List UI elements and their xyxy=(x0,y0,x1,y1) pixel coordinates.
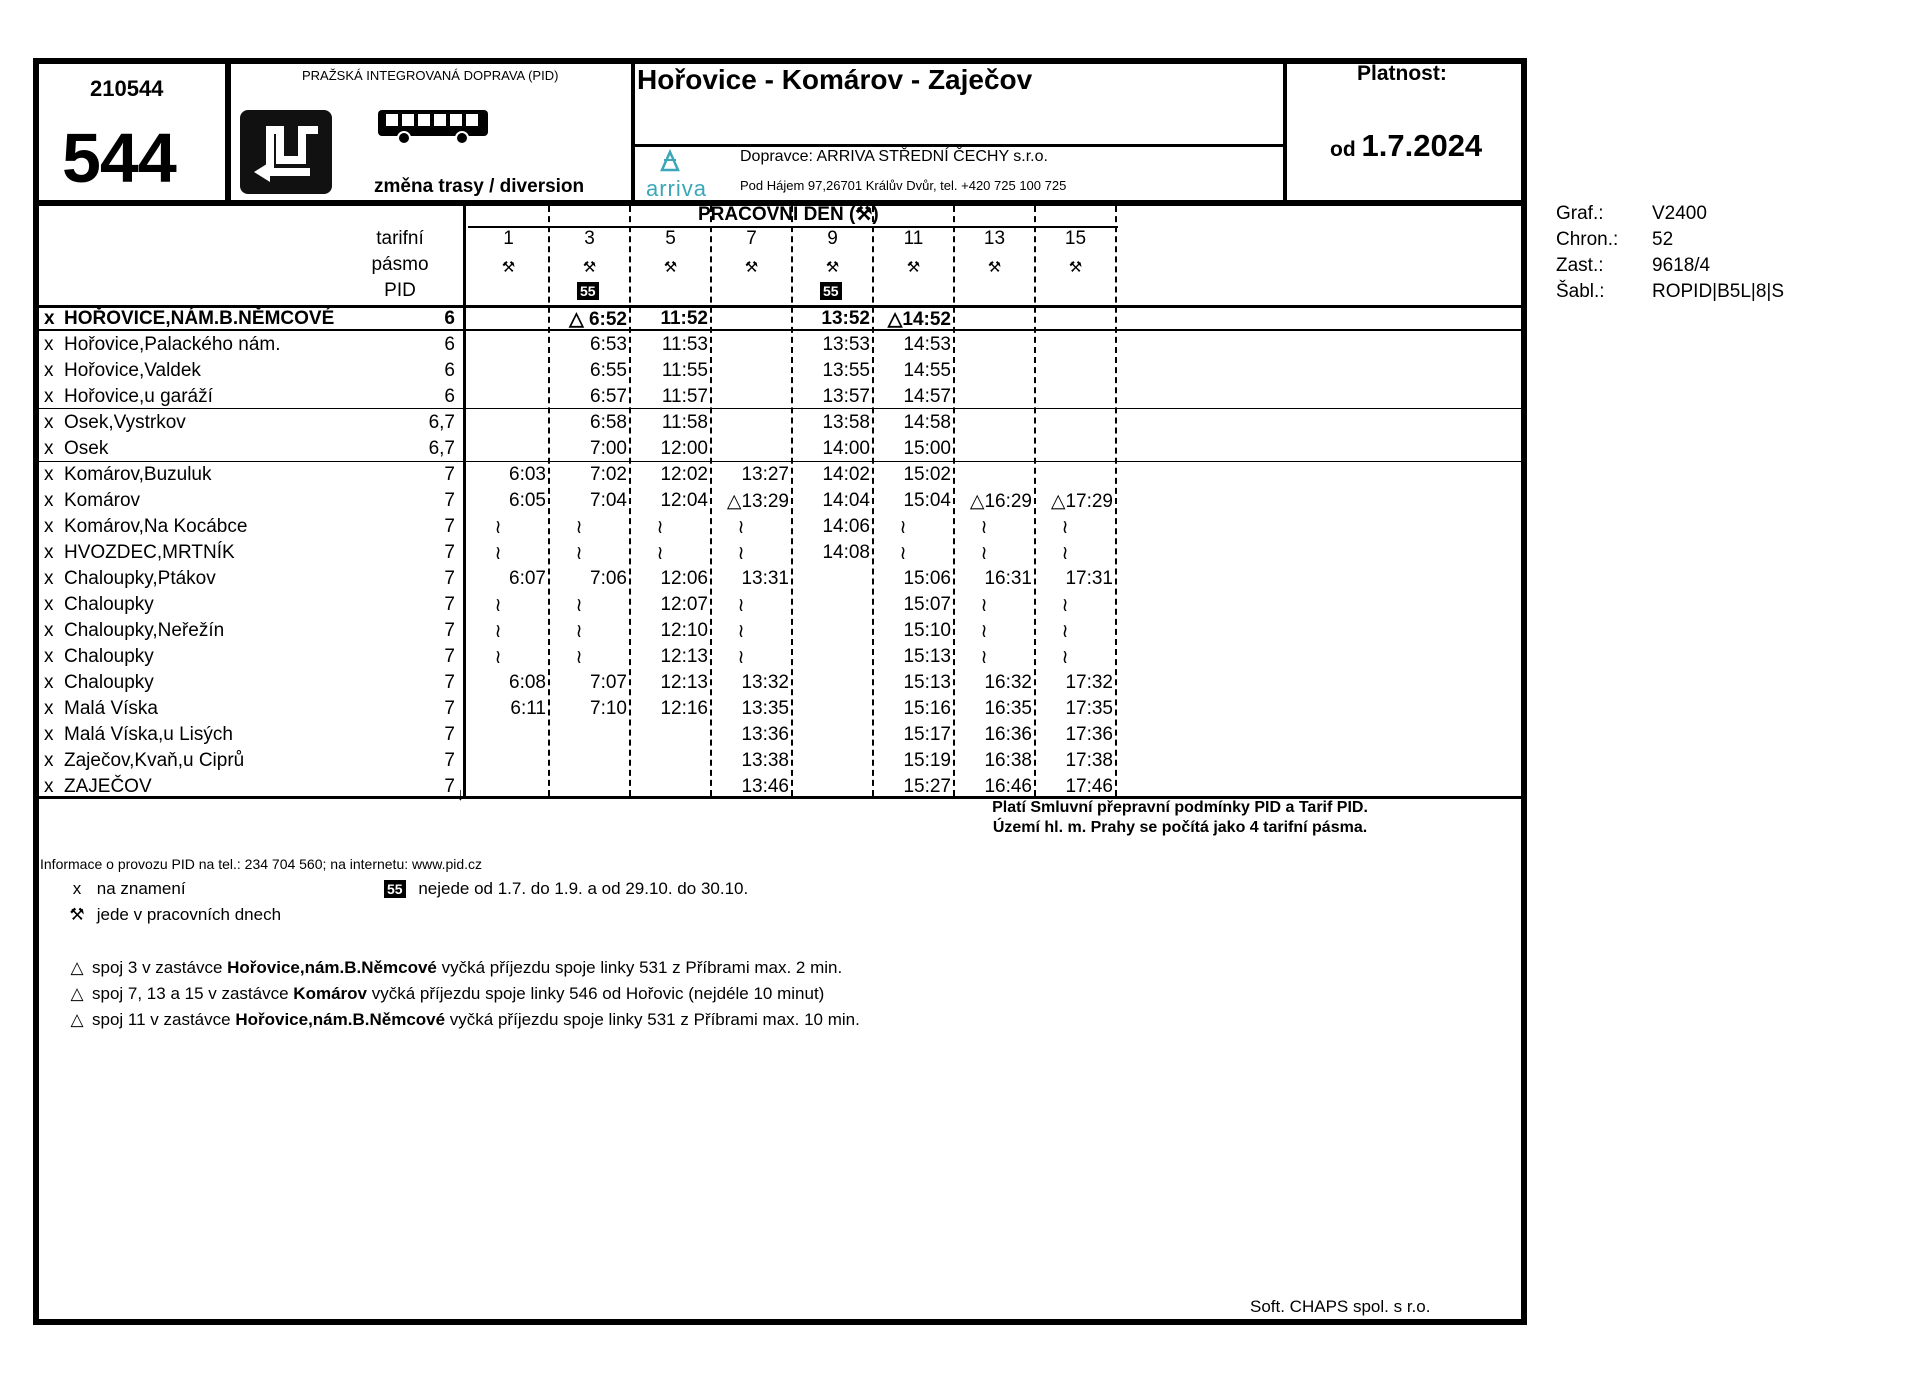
request-stop-flag: x xyxy=(44,724,54,745)
workday-icon: ⚒ xyxy=(825,259,840,276)
tariff-zone: 7 xyxy=(444,750,455,771)
stop-label: Malá Víska xyxy=(64,698,158,719)
stop-name xyxy=(44,490,140,512)
tariff-zone: 7 xyxy=(444,464,455,485)
departure-time: 7:06 xyxy=(590,568,627,589)
request-stop-flag: x xyxy=(44,698,54,719)
request-stop-flag: x xyxy=(44,750,54,771)
departure-time: 16:46 xyxy=(984,776,1032,797)
stop-label: ZAJEČOV xyxy=(64,776,152,797)
workday-icon: ⚒ xyxy=(1068,259,1083,276)
departure-time: ≀ xyxy=(899,543,907,564)
meta-value: ROPID|B5L|8|S xyxy=(1652,281,1785,302)
stop-name xyxy=(44,438,108,460)
footnote-stop: Hořovice,nám.B.Němcové xyxy=(235,1010,446,1029)
workday-icon: ⚒ xyxy=(501,259,516,276)
tariff-zone: 6,7 xyxy=(428,412,455,433)
stop-name xyxy=(44,750,244,772)
departure-time: 14:08 xyxy=(822,542,870,563)
request-stop-flag: x xyxy=(44,386,54,407)
stop-label: Chaloupky,Ptákov xyxy=(64,568,216,589)
meta-row xyxy=(1556,279,1784,305)
departure-time: 6:58 xyxy=(590,412,627,433)
departure-time: 11:53 xyxy=(661,334,708,355)
departure-time: ≀ xyxy=(494,517,502,538)
stop-name xyxy=(44,412,186,434)
meta-row xyxy=(1556,227,1784,253)
departure-time: 16:31 xyxy=(984,568,1032,589)
trip-number: 9 xyxy=(827,228,838,249)
departure-time: 7:07 xyxy=(590,672,627,693)
group-divider-2 xyxy=(39,461,1521,462)
request-stop-flag: x xyxy=(44,334,54,355)
departure-time: △ 6:52 xyxy=(569,309,627,330)
badge-55: 55 xyxy=(384,880,406,898)
meta-row xyxy=(1556,253,1784,279)
tariff-zone: 6 xyxy=(444,308,455,329)
departure-time: 12:16 xyxy=(660,698,708,719)
footnote-text-pre: spoj 3 v zastávce xyxy=(92,958,228,977)
workday-icon: ⚒ xyxy=(744,259,759,276)
departure-time: 12:00 xyxy=(660,438,708,459)
conditions-line-2: Území hl. m. Prahy se počítá jako 4 tarifní pásma. xyxy=(992,819,1368,836)
header-separator-2 xyxy=(631,58,635,204)
triangle-icon: △ xyxy=(70,1010,84,1029)
trip-column-line xyxy=(1115,206,1117,796)
stop-label: Chaloupky xyxy=(64,672,154,693)
stop-name xyxy=(44,620,224,642)
carrier-name: Dopravce: ARRIVA STŘEDNÍ ČECHY s.r.o. xyxy=(740,148,1048,165)
workday-icon: ⚒ xyxy=(582,259,597,276)
departure-time: ≀ xyxy=(575,647,583,668)
departure-time: ≀ xyxy=(1061,595,1069,616)
departure-time: 13:55 xyxy=(822,360,870,381)
trip-number: 11 xyxy=(903,228,924,249)
request-stop-flag: x xyxy=(44,490,54,511)
zone-header-1: tarifní xyxy=(376,228,424,249)
departure-time: ≀ xyxy=(575,595,583,616)
meta-key: Zast.: xyxy=(1556,255,1604,276)
tariff-zone: 7 xyxy=(444,646,455,667)
info-line: Informace o provozu PID na tel.: 234 704 560; na internetu: www.pid.cz xyxy=(40,856,483,872)
stop-name xyxy=(44,698,158,720)
departure-time: 13:58 xyxy=(822,412,870,433)
diversion-label: změna trasy / diversion xyxy=(374,176,585,197)
departure-time: ≀ xyxy=(1061,517,1069,538)
stop-label: Chaloupky,Neřežín xyxy=(64,620,225,641)
departure-time: 15:00 xyxy=(903,438,951,459)
stop-name xyxy=(44,334,281,356)
stop-label: Chaloupky xyxy=(64,594,154,615)
stop-label: Komárov,Na Kocábce xyxy=(64,516,248,537)
departure-time: 6:07 xyxy=(509,568,546,589)
departure-time: 17:35 xyxy=(1065,698,1113,719)
tariff-zone: 7 xyxy=(444,490,455,511)
legend-55 xyxy=(384,879,748,899)
footnote xyxy=(62,984,824,1004)
trip-number: 13 xyxy=(983,228,1006,249)
legend-workday xyxy=(62,905,281,925)
request-stop-flag: x xyxy=(44,568,54,589)
departure-time: 11:52 xyxy=(660,308,708,329)
departure-time: ≀ xyxy=(980,621,988,642)
stop-label: Hořovice,Palackého nám. xyxy=(64,334,281,355)
departure-time: 14:02 xyxy=(822,464,870,485)
departure-time: △14:52 xyxy=(887,309,951,330)
departure-time: △17:29 xyxy=(1050,491,1113,512)
stop-label: Malá Víska,u Lisých xyxy=(64,724,233,745)
stop-name xyxy=(44,386,213,408)
departure-time: 13:27 xyxy=(741,464,789,485)
departure-time: ≀ xyxy=(737,517,745,538)
departure-time: ≀ xyxy=(1061,647,1069,668)
departure-time: 6:55 xyxy=(590,360,627,381)
request-stop-flag: x xyxy=(44,594,54,615)
departure-time: ≀ xyxy=(737,647,745,668)
departure-time: ≀ xyxy=(737,621,745,642)
stop-name xyxy=(44,568,216,590)
departure-time: ≀ xyxy=(575,517,583,538)
departure-time: △16:29 xyxy=(969,491,1032,512)
departure-time: ≀ xyxy=(737,543,745,564)
trip-restriction xyxy=(577,282,599,301)
departure-time: ≀ xyxy=(1061,543,1069,564)
bus-icon xyxy=(376,104,492,151)
departure-time: 12:10 xyxy=(660,620,708,641)
tariff-zone: 7 xyxy=(444,516,455,537)
meta-value: 52 xyxy=(1652,229,1674,250)
tariff-zone: 7 xyxy=(444,620,455,641)
request-stop-flag: x xyxy=(44,516,54,537)
departure-time: ≀ xyxy=(656,543,664,564)
validity xyxy=(1330,128,1482,164)
tariff-zone: 7 xyxy=(444,776,455,797)
meta-row xyxy=(1556,201,1784,227)
departure-time: 14:57 xyxy=(903,386,951,407)
stop-name xyxy=(44,672,154,694)
trip-restriction xyxy=(820,282,842,301)
departure-time: ≀ xyxy=(980,595,988,616)
departure-time: ≀ xyxy=(980,517,988,538)
stop-label: Komárov xyxy=(64,490,141,511)
footnote-text-pre: spoj 7, 13 a 15 v zastávce xyxy=(92,984,294,1003)
departure-time: 14:06 xyxy=(822,516,870,537)
request-stop-flag: x xyxy=(44,464,54,485)
request-stop-flag: x xyxy=(44,542,54,563)
trip-number: 7 xyxy=(746,228,757,249)
request-stop-flag: x xyxy=(44,412,54,433)
departure-time: 14:55 xyxy=(903,360,951,381)
legend-x-text: na znamení xyxy=(96,879,186,898)
stop-name xyxy=(44,646,154,668)
departure-time: 15:13 xyxy=(903,672,951,693)
departure-time: 17:46 xyxy=(1065,776,1113,797)
meta-value: 9618/4 xyxy=(1652,255,1711,276)
triangle-icon: △ xyxy=(70,984,84,1003)
stop-label: Chaloupky xyxy=(64,646,154,667)
validity-date: 1.7.2024 xyxy=(1361,128,1483,163)
terminus-arrow-icon: ↓ xyxy=(456,784,465,804)
stop-name xyxy=(44,516,247,538)
departure-time: 17:36 xyxy=(1065,724,1113,745)
departure-time: 6:53 xyxy=(590,334,627,355)
departure-time: ≀ xyxy=(494,595,502,616)
request-stop-flag: x xyxy=(44,308,55,329)
stop-label: Osek xyxy=(64,438,109,459)
workday-icon: ⚒ xyxy=(906,259,921,276)
stop-name xyxy=(44,464,212,486)
departure-time: 15:02 xyxy=(903,464,951,485)
departure-time: ≀ xyxy=(899,517,907,538)
meta-key: Graf.: xyxy=(1556,203,1604,224)
route-carrier-divider xyxy=(631,144,1285,147)
validity-prefix: od xyxy=(1330,138,1356,161)
stop-label: Hořovice,Valdek xyxy=(64,360,201,381)
departure-time: 6:11 xyxy=(510,698,546,719)
stop-name xyxy=(44,542,235,564)
badge-55: 55 xyxy=(820,282,842,300)
arriva-logo-text: arriva xyxy=(646,176,708,201)
badge-55: 55 xyxy=(577,282,599,300)
departure-time: 14:58 xyxy=(903,412,951,433)
request-stop-flag: x xyxy=(44,646,54,667)
departure-time: 11:58 xyxy=(661,412,708,433)
zone-header-2: pásmo xyxy=(371,254,429,275)
tariff-zone: 6 xyxy=(444,360,455,381)
departure-time: ≀ xyxy=(494,543,502,564)
departure-time: 11:55 xyxy=(661,360,708,381)
departure-time: 13:52 xyxy=(821,308,870,329)
request-stop-flag: x xyxy=(44,438,54,459)
footnote-text-post: vyčká příjezdu spoje linky 546 od Hořovic (nejdéle 10 minut) xyxy=(366,984,825,1003)
meta-value: V2400 xyxy=(1652,203,1707,224)
meta-key: Chron.: xyxy=(1556,229,1619,250)
departure-time: ≀ xyxy=(494,621,502,642)
conditions-line-1: Platí Smluvní přepravní podmínky PID a Tarif PID. xyxy=(992,799,1368,816)
stop-label: Hořovice,u garáží xyxy=(64,386,213,407)
departure-time: 15:17 xyxy=(903,724,951,745)
departure-time: 13:32 xyxy=(741,672,789,693)
departure-time: 15:27 xyxy=(903,776,951,797)
request-stop-flag: x xyxy=(44,620,54,641)
stop-name xyxy=(44,776,152,798)
stop-name xyxy=(44,308,334,330)
footnote xyxy=(62,1010,860,1030)
departure-time: 13:53 xyxy=(822,334,870,355)
validity-label: Platnost: xyxy=(1357,62,1447,85)
departure-time: 17:32 xyxy=(1065,672,1113,693)
pid-system-label: PRAŽSKÁ INTEGROVANÁ DOPRAVA (PID) xyxy=(302,68,559,83)
footnote-stop: Hořovice,nám.B.Němcové xyxy=(227,958,437,977)
tariff-zone: 7 xyxy=(444,542,455,563)
legend-workday-text: jede v pracovních dnech xyxy=(96,905,282,924)
tariff-zone: 7 xyxy=(444,594,455,615)
trip-number: 15 xyxy=(1064,228,1087,249)
departure-time: 12:04 xyxy=(660,490,708,511)
departure-time: 7:00 xyxy=(590,438,627,459)
departure-time: 14:00 xyxy=(822,438,870,459)
tariff-zone: 6 xyxy=(444,386,455,407)
trip-number: 5 xyxy=(665,228,676,249)
tariff-zone: 6,7 xyxy=(428,438,455,459)
footnote xyxy=(62,958,842,978)
departure-time: 17:38 xyxy=(1065,750,1113,771)
line-id: 210544 xyxy=(90,76,164,101)
stop-name xyxy=(44,360,201,382)
departure-time: ≀ xyxy=(575,543,583,564)
departure-time: 16:38 xyxy=(984,750,1032,771)
departure-time: 15:16 xyxy=(903,698,951,719)
departure-time: 13:35 xyxy=(741,698,789,719)
request-stop-flag: x xyxy=(44,776,54,797)
software-credit: Soft. CHAPS spol. s r.o. xyxy=(1250,1297,1431,1316)
departure-time: 7:02 xyxy=(590,464,627,485)
workday-icon: ⚒ xyxy=(987,259,1002,276)
tariff-zone: 7 xyxy=(444,698,455,719)
tariff-zone: 7 xyxy=(444,672,455,693)
departure-time: 15:06 xyxy=(903,568,951,589)
departure-time: 17:31 xyxy=(1065,568,1113,589)
departure-time: 12:13 xyxy=(660,646,708,667)
footnote-text-post: vyčká příjezdu spoje linky 531 z Příbrami max. 10 min. xyxy=(445,1010,860,1029)
departure-time: 6:08 xyxy=(509,672,546,693)
departure-time: 6:05 xyxy=(509,490,546,511)
route-title: Hořovice - Komárov - Zaječov xyxy=(637,64,1033,95)
departure-time: 12:02 xyxy=(660,464,708,485)
arriva-logo xyxy=(640,148,708,201)
stop-label: Komárov,Buzuluk xyxy=(64,464,212,485)
line-number: 544 xyxy=(62,119,176,197)
departure-time: ≀ xyxy=(980,647,988,668)
stop-column-divider xyxy=(463,204,466,796)
departure-time: 16:35 xyxy=(984,698,1032,719)
departure-time: 15:07 xyxy=(903,594,951,615)
departure-time: 14:04 xyxy=(822,490,870,511)
request-stop-flag: x xyxy=(44,360,54,381)
legend-55-text: nejede od 1.7. do 1.9. a od 29.10. do 30.10. xyxy=(418,879,749,898)
departure-time: 7:10 xyxy=(590,698,627,719)
departure-time: 15:19 xyxy=(903,750,951,771)
departure-time: ≀ xyxy=(575,621,583,642)
departure-time: 14:53 xyxy=(903,334,951,355)
stop-label: Osek,Vystrkov xyxy=(64,412,186,433)
legend-x xyxy=(62,879,186,899)
carrier-address: Pod Hájem 97,26701 Králův Dvůr, tel. +420 725 100 725 xyxy=(740,178,1067,193)
departure-time: ≀ xyxy=(656,517,664,538)
stop-label: Zaječov,Kvaň,u Ciprů xyxy=(64,750,245,771)
triangle-icon: △ xyxy=(70,958,84,977)
stop-label: HOŘOVICE,NÁM.B.NĚMCOVÉ xyxy=(64,308,335,329)
departure-time: 13:46 xyxy=(741,776,789,797)
departure-time: 6:03 xyxy=(509,464,546,485)
departure-time: △13:29 xyxy=(726,491,789,512)
meta-info xyxy=(1556,201,1784,305)
stop-name xyxy=(44,724,233,746)
departure-time: 15:04 xyxy=(903,490,951,511)
group-divider-1 xyxy=(39,408,1521,409)
legend-x-symbol: x xyxy=(72,879,82,898)
departure-time: 13:38 xyxy=(741,750,789,771)
header-separator-1 xyxy=(225,58,231,204)
request-stop-flag: x xyxy=(44,672,54,693)
departure-time: ≀ xyxy=(1061,621,1069,642)
diversion-icon xyxy=(240,110,332,194)
departure-time: 13:36 xyxy=(741,724,789,745)
departure-time: 13:31 xyxy=(741,568,789,589)
departure-time: 12:06 xyxy=(660,568,708,589)
departure-time: 16:32 xyxy=(984,672,1032,693)
departure-time: 16:36 xyxy=(984,724,1032,745)
tariff-zone: 7 xyxy=(444,568,455,589)
header-separator-3 xyxy=(1283,58,1287,204)
footnote-text-pre: spoj 11 v zastávce xyxy=(92,1010,236,1029)
departure-time: 13:57 xyxy=(822,386,870,407)
departure-time: ≀ xyxy=(980,543,988,564)
departure-time: 7:04 xyxy=(590,490,627,511)
meta-key: Šabl.: xyxy=(1556,281,1605,302)
conditions-note xyxy=(760,798,1600,838)
trip-number: 3 xyxy=(584,228,595,249)
tariff-zone: 6 xyxy=(444,334,455,355)
departure-time: 15:13 xyxy=(903,646,951,667)
workday-icon: ⚒ xyxy=(663,259,678,276)
footnote-stop: Komárov xyxy=(293,984,367,1003)
day-header: PRACOVNÍ DEN (⚒) xyxy=(698,204,879,225)
footnote-text-post: vyčká příjezdu spoje linky 531 z Příbrami max. 2 min. xyxy=(436,958,843,977)
departure-time: 11:57 xyxy=(661,386,708,407)
tariff-zone: 7 xyxy=(444,724,455,745)
trip-number: 1 xyxy=(503,228,514,249)
departure-time: ≀ xyxy=(494,647,502,668)
zone-header-3: PID xyxy=(384,280,416,301)
stop-label: HVOZDEC,MRTNÍK xyxy=(64,542,235,563)
departure-time: ≀ xyxy=(737,595,745,616)
departure-time: 6:57 xyxy=(590,386,627,407)
departure-time: 12:13 xyxy=(660,672,708,693)
workday-icon: ⚒ xyxy=(69,905,85,924)
departure-time: 12:07 xyxy=(660,594,708,615)
departure-time: 15:10 xyxy=(903,620,951,641)
stop-name xyxy=(44,594,154,616)
